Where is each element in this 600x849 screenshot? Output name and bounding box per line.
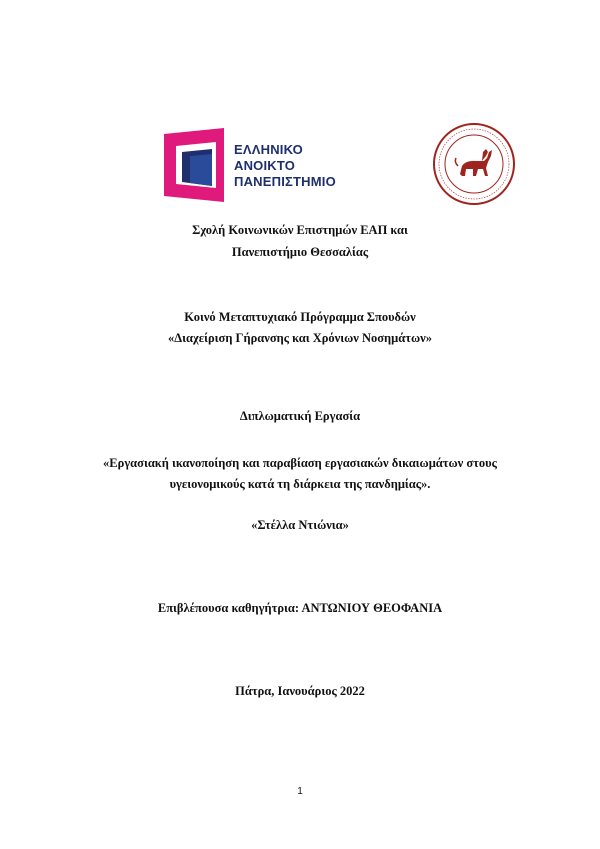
uth-logo — [432, 122, 516, 206]
eap-logo — [162, 126, 336, 204]
eap-logo-line-2: ΑΝΟΙΚΤΟ — [234, 158, 296, 173]
supervisor: Επιβλέπουσα καθηγήτρια: ΑΝΤΩΝΙΟΥ ΘΕΟΦΑΝΙΑ — [157, 601, 443, 615]
author-name: «Στέλλα Ντιώνια» — [251, 518, 349, 532]
place-date: Πάτρα, Ιανουάριος 2022 — [235, 684, 365, 698]
program-line-1: Κοινό Μεταπτυχιακό Πρόγραμμα Σπουδών — [184, 310, 416, 324]
eap-logo-line-1: ΕΛΛΗΝΙΚΟ — [234, 142, 303, 157]
thesis-title-line-2: υγειονομικούς κατά τη διάρκεια της πανδημίας». — [169, 477, 431, 491]
page-number: 1 — [297, 786, 303, 797]
document-type: Διπλωματική Εργασία — [239, 409, 361, 423]
school-line-1: Σχολή Κοινωνικών Επιστημών ΕΑΠ και — [192, 223, 408, 237]
thesis-title-line-1: «Εργασιακή ικανοποίηση και παραβίαση εργασιακών δικαιωμάτων στους — [103, 456, 497, 470]
program-line-2: «Διαχείριση Γήρανσης και Χρόνιων Νοσημάτων» — [168, 331, 432, 345]
eap-logo-line-3: ΠΑΝΕΠΙΣΤΗΜΙΟ — [234, 174, 336, 189]
eap-logo-text — [234, 142, 336, 190]
eap-book-logo-icon — [162, 126, 230, 204]
school-line-2: Πανεπιστήμιο Θεσσαλίας — [231, 245, 369, 259]
university-of-thessaly-centaur-seal-icon — [432, 122, 516, 206]
